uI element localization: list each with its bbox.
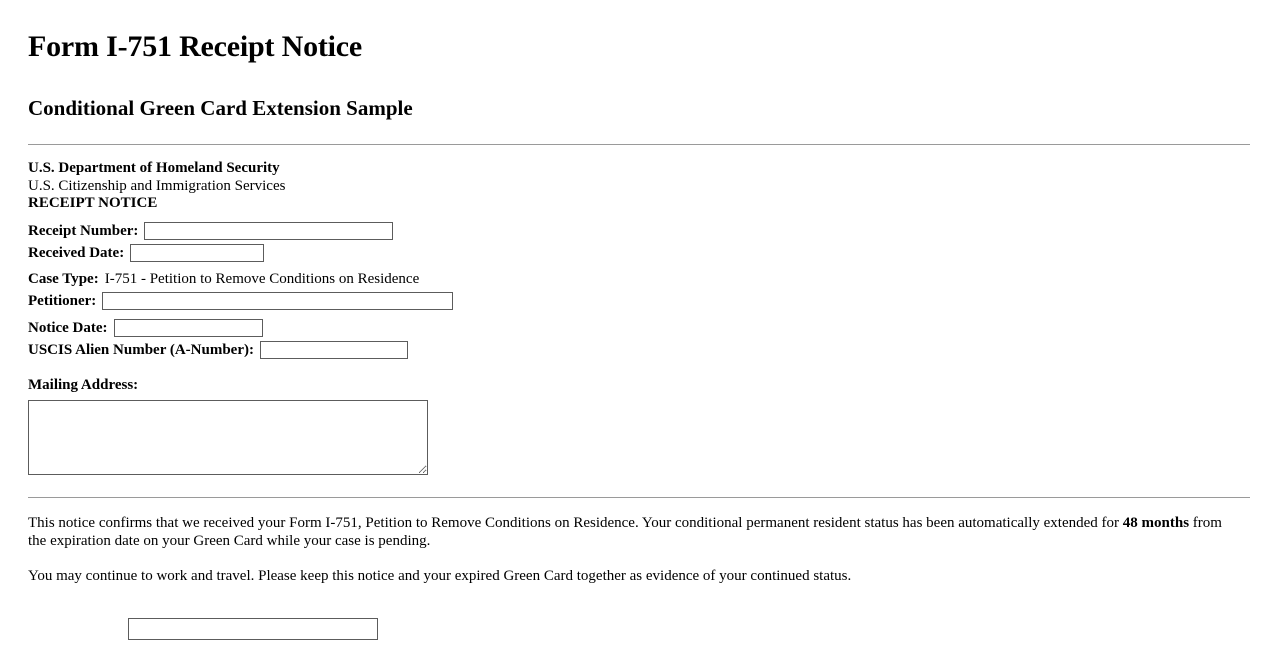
case-type-label: Case Type: (28, 271, 99, 288)
notice-date-row (28, 319, 1250, 337)
received-date-row (28, 244, 1250, 262)
alien-number-input[interactable] (260, 341, 408, 359)
paragraph1-emphasis: 48 months (1122, 515, 1190, 532)
receipt-number-row (28, 222, 1250, 240)
notice-date-input[interactable] (114, 319, 263, 337)
receipt-number-label: Receipt Number: (28, 222, 139, 239)
notice-paragraph-1 (28, 514, 1228, 551)
notice-heading: RECEIPT NOTICE (28, 195, 158, 212)
case-type-value: I-751 - Petition to Remove Conditions on Residence (104, 271, 420, 288)
page-subtitle: Conditional Green Card Extension Sample (28, 96, 413, 120)
notice-paragraph-2: You may continue to work and travel. Please keep this notice and your expired Green Card together as evidence of your continued status. (28, 567, 852, 584)
petitioner-row (28, 292, 1250, 310)
page-title: Form I-751 Receipt Notice (28, 30, 363, 63)
receipt-number-input[interactable] (144, 222, 393, 240)
alien-number-label: USCIS Alien Number (A-Number): (28, 341, 254, 358)
agency-service: U.S. Citizenship and Immigration Services (28, 177, 286, 194)
received-date-label: Received Date: (28, 244, 125, 261)
received-date-input[interactable] (130, 244, 264, 262)
header-divider (28, 144, 1250, 145)
alien-number-row (28, 341, 1250, 359)
bottom-input[interactable] (128, 618, 378, 640)
petitioner-input[interactable] (102, 292, 453, 310)
notice-date-label: Notice Date: (28, 319, 108, 336)
mailing-address-label: Mailing Address: (28, 377, 139, 394)
paragraph1-part1: This notice confirms that we received your Form I-751, Petition to Remove Conditions on Residence. Your conditional permanent resident status has been automatically extended for (28, 515, 1123, 532)
mailing-address-textarea[interactable] (28, 400, 428, 475)
agency-department: U.S. Department of Homeland Security (28, 160, 280, 176)
agency-block (28, 160, 1250, 213)
paragraph1-part2: from the expiration date on your Green Card while your case is pending. (28, 515, 1222, 550)
petitioner-label: Petitioner: (28, 292, 97, 309)
bottom-field-row (28, 618, 1250, 640)
body-divider (28, 497, 1250, 498)
case-type-row (28, 271, 1250, 288)
